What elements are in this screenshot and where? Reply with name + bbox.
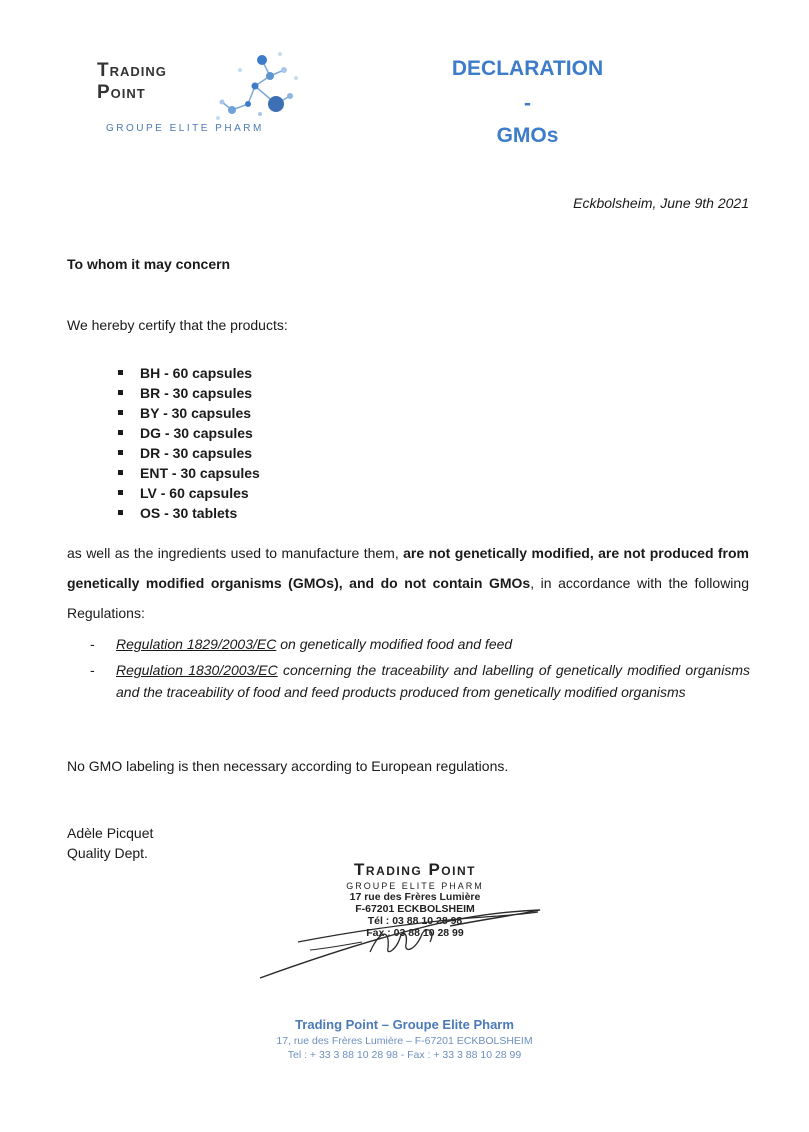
regulation-item: [90, 659, 750, 703]
footer-address: 17, rue des Frères Lumière – F-67201 ECKBOLSHEIM: [276, 1035, 533, 1047]
dash-bullet: -: [90, 662, 95, 678]
company-logo: [92, 48, 302, 140]
list-item: LV - 60 capsules: [118, 483, 260, 503]
list-item: DG - 30 capsules: [118, 423, 260, 443]
logo-trading-text: Trading: [97, 60, 167, 81]
regulation-desc: concerning the traceability and labelling of genetically modified organisms and the traceability of food and feed products produced from genetically modified organisms: [116, 662, 750, 700]
stamp-address1: 17 rue des Frères Lumière: [349, 891, 481, 903]
conclusion-text: No GMO labeling is then necessary according to European regulations.: [67, 758, 509, 774]
certification-statement: [67, 538, 749, 628]
list-item: ENT - 30 capsules: [118, 463, 260, 483]
salutation: To whom it may concern: [67, 256, 231, 272]
regulations-list: [90, 633, 750, 707]
statement-part3: , in accordance with the following Regulations:: [67, 575, 749, 621]
regulation-ref: Regulation 1830/2003/EC: [116, 662, 278, 678]
handwritten-signature: [250, 890, 550, 990]
regulation-desc: on genetically modified food and feed: [276, 636, 513, 652]
footer-contact: Tel : + 33 3 88 10 28 98 - Fax : + 33 3 88 10 28 99: [287, 1049, 522, 1061]
molecule-icon: [210, 48, 310, 126]
date-line: Eckbolsheim, June 9th 2021: [573, 195, 749, 211]
stamp-address2: F-67201 ECKBOLSHEIM: [355, 903, 475, 915]
statement-part1: as well as the ingredients used to manufacture them,: [67, 545, 404, 561]
logo-point-text: Point: [97, 82, 146, 103]
list-item: BH - 60 capsules: [118, 363, 260, 383]
stamp-tel: Tél : 03 88 10 28 98: [367, 915, 463, 927]
dash-bullet: -: [90, 636, 95, 652]
list-item: OS - 30 tablets: [118, 503, 260, 523]
title-separator: -: [524, 92, 531, 115]
regulation-item: [90, 633, 750, 655]
stamp-fax: Fax : 03 88 10 28 99: [366, 927, 464, 939]
regulation-ref: Regulation 1829/2003/EC: [116, 636, 277, 652]
document-title: DECLARATION: [451, 57, 604, 80]
document-subtitle: GMOs: [496, 124, 559, 147]
signatory-dept: Quality Dept.: [67, 845, 148, 861]
product-list: [118, 363, 260, 523]
footer-company: Trading Point – Groupe Elite Pharm: [295, 1017, 514, 1032]
list-item: DR - 30 capsules: [118, 443, 260, 463]
stamp-company-name: Trading Point: [354, 860, 476, 879]
intro-text: We hereby certify that the products:: [67, 317, 288, 333]
list-item: BY - 30 capsules: [118, 403, 260, 423]
stamp-groupe: GROUPE ELITE PHARM: [346, 881, 484, 891]
list-item: BR - 30 capsules: [118, 383, 260, 403]
statement-bold: are not genetically modified, are not produced from genetically modified organisms (GMOs), and do not contain GMOs: [67, 545, 750, 591]
signatory-name: Adèle Picquet: [67, 825, 154, 841]
logo-subtitle: GROUPE ELITE PHARM: [106, 123, 264, 134]
